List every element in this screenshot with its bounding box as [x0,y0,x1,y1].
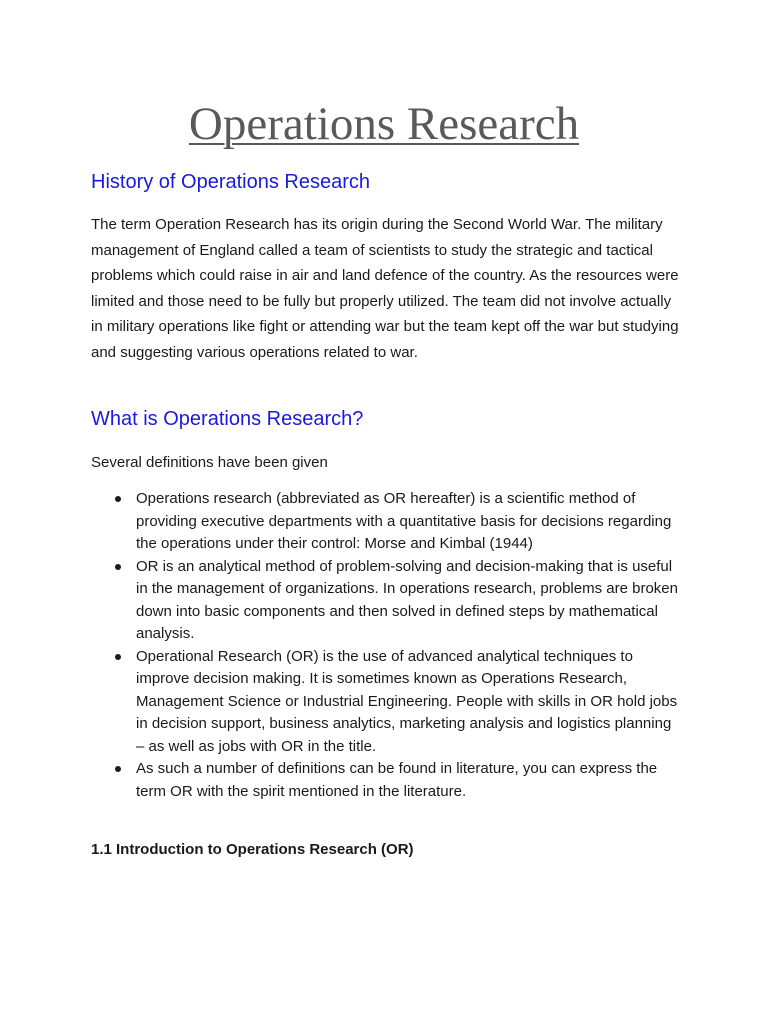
section-heading-history: History of Operations Research [91,171,371,193]
section-heading-what-is-or: What is Operations Research? [91,408,364,430]
document-title [0,98,768,150]
bullet-icon [115,564,121,570]
bullet-icon [115,496,121,502]
list-item [91,556,681,646]
definitions-list [91,488,681,803]
section-heading-introduction: 1.1 Introduction to Operations Research (OR) [91,841,414,858]
bullet-icon [115,766,121,772]
list-item-text: OR is an analytical method of problem-solving and decision-making that is useful in the management of organizations. In operations research, problems are broken down into basic components and then solved in defined steps by mathematical analysis. [136,557,678,642]
list-item-text: Operations research (abbreviated as OR hereafter) is a scientific method of providing executive departments with a quantitative basis for decisions regarding the operations under their control: Morse and Kimbal (1944) [136,490,672,552]
list-item [91,646,681,759]
list-item-text: As such a number of definitions can be found in literature, you can express the term OR with the spirit mentioned in the literature. [136,760,658,800]
list-item-text: Operational Research (OR) is the use of advanced analytical techniques to improve decision making. It is sometimes known as Operations Research, Management Science or Industrial Engineering. People with skills in OR hold jobs in decision support, business analytics, marketing analysis and logistics planning – as well as jobs with OR in the title. [136,647,678,755]
list-item [91,488,681,556]
bullet-icon [115,654,121,660]
definitions-intro: Several definitions have been given [91,454,328,471]
history-paragraph: The term Operation Research has its origin during the Second World War. The military management of England called a team of scientists to study the strategic and tactical problems which could raise in air and land defence of the country. As the resources were limited and those need to be fully but properly utilized. The team did not involve actually in military operations like fight or attending war but the team kept off the war but studying and suggesting various operations related to war. [91,216,679,361]
list-item [91,758,681,803]
document-title-text: Operations Research [188,98,580,150]
